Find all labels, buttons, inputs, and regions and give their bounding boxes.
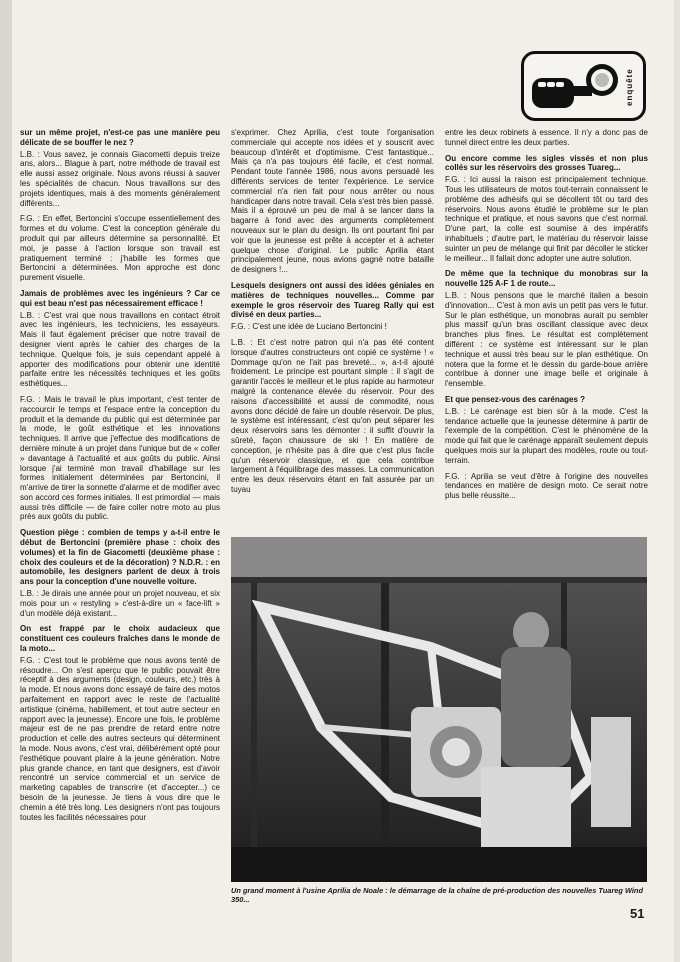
interview-question: On est frappé par le choix audacieux que constituent ces couleurs fraîches dans le monde de la moto...	[20, 624, 220, 654]
article-column-1	[20, 128, 220, 828]
interview-answer: F.G. : Mais le travail le plus important, c'est tenter de raccourcir le temps et l'espace entre la conception du produit et la demande du public qui est déterminée par la mode, le goût esthétique et les innovations techniques. Il arrive que j'effectue des modifications de dernière minute à un projet dans l'unique but de « coller » davantage à l'actualité et aux goûts du public. Ainsi lorsque j'ai terminé mon travail d'habillage sur les formes initialement déterminées par Bertoncini, il m'arrive de tirer la sonnette d'alarme et de modifier avec son accord ces formes initiales. Il est primordial — mais aussi très difficile — de faire coller notre moto au plus près aux goûts du public.	[20, 394, 220, 522]
photo-caption: Un grand moment à l'usine Aprilia de Noale : le démarrage de la chaîne de pré-production des nouvelles Tuareg Wind 350...	[231, 886, 643, 904]
interview-answer: L.B. : Je dirais une année pour un projet nouveau, et six mois pour un « restyling » c'est-à-dire un « face-lift » d'un modèle déjà existant...	[20, 589, 220, 618]
section-badge	[521, 51, 646, 121]
interview-question: Jamais de problèmes avec les ingénieurs ? Car ce qui est beau n'est pas nécessairement efficace !	[20, 288, 220, 308]
page-binding-edge	[0, 0, 12, 962]
factory-photo	[231, 537, 647, 882]
interview-answer: entre les deux robinets à essence. Il n'y a donc pas de tunnel direct entre les deux parties.	[445, 128, 648, 147]
interview-question: Et que pensez-vous des carénages ?	[445, 394, 586, 404]
page-outer-edge	[674, 0, 680, 962]
interview-question: Question piège : combien de temps y a-t-il entre le début de Bertoncini (première phase : choix des volumes) et la fin de Giacometti (deuxième phase : choix des couleurs et de la décoration) ? N.D.R. : en automobile, les designers parlent de deux à trois ans pour la conception d'une nouvelle voiture.	[20, 528, 220, 587]
interview-answer: L.B. : Et c'est notre patron qui n'a pas été content lorsque d'autres constructeurs ont copié ce système ! « Dommage qu'on ne l'ait pas breveté... », a-t-il ajouté froidement. Le principe est pourtant simple : il s'agit de garantir l'accès le meilleur et le plus rapide au harmoteur malgré la contenance élevée du réservoir. Pour des raisons d'accessibilité et aussi de commodité, nous avons donc décidé de faire un double réservoir. De plus, le système est intéressant, c'est qu'on peut séparer les deux réservoirs sans les démonter : il suffit d'ouvrir la sûreté, façon chaussure de ski ! En matière de conception, je n'hésite pas à dire que c'est plus facile qu'un réservoir classique, et que cela contribue largement à l'équilibrage des masses. La communication entre les deux réservoirs étant en fait assurée par un tuyau	[231, 337, 434, 494]
interview-question: De même que la technique du monobras sur la nouvelle 125 A-F 1 de route...	[445, 269, 648, 289]
interview-answer: L.B. : Nous pensons que le marché italien a besoin d'innovation... C'est à mon avis un petit pas vers le futur. Sur le plan esthétique, un monobras aurait pu sembler plus massif qu'un bras oscillant classique avec deux branches plus fines. Le résultat est complètement différent : ce système est intéressant sur le plan technique et aussi très beau sur le plan esthétique. On notera que la forme et le dessin du garde-boue arrière contribue à donner une image belle et originale à l'ensemble.	[445, 290, 648, 389]
page-number: 51	[630, 906, 645, 921]
interview-question: Ou encore comme les sigles vissés et non plus collés sur les réservoirs des grosses Tuareg...	[445, 153, 648, 173]
interview-answer: F.G. : Aprilia se veut d'être à l'origine des nouvelles tendances en matière de design moto. Ce serait notre plus belle réussite...	[445, 471, 648, 501]
interview-question: Lesquels designers ont aussi des idées géniales en matières de techniques nouvelles... Comme par exemple le gros réservoir des Tuareg Rally qui est divisé en deux parties...	[231, 280, 434, 320]
interview-answer: L.B. : Vous savez, je connais Giacometti depuis treize ans, alors... Blague à part, notre méthode de travail est elle aussi assez originale. Nous avons réussi à sauver les spécialités de chacun. Nous travaillons sur des projets identiques, mais à des moments généralement différents...	[20, 149, 220, 208]
magnifier-hand-icon	[530, 60, 622, 116]
article-column-3	[445, 128, 648, 507]
interview-answer: s'exprimer. Chez Aprilia, c'est toute l'organisation commerciale qui accepte nos idées et y souscrit avec beaucoup d'intérêt et d'optimisme. C'est fantastique... Mais ça n'a pas toujours été facile, et c'est normal. Pendant toute l'année 1986, nous avons persuadé les différents services de tenter l'expérience. Le service commercial n'a rien fait pour nous arrêter ou nous handicaper dans notre travail. Cela s'est très bien passé. Mais il a éprouvé un peu de mal à se lancer dans la bagarre à fond avec des arguments complètement nouveaux sur le plan du design. Ils ont pourtant fini par voir que la jeunesse est prête à accepter et à acheter quelque chose d'original. Le public Aprilia étant principalement jeune, nous avions gagné notre bataille de designers !...	[231, 128, 434, 275]
badge-label: enquête	[625, 68, 634, 106]
interview-question: sur un même projet, n'est-ce pas une manière peu délicate de se bouffer le nez ?	[20, 128, 220, 147]
interview-answer: L.B. : C'est vrai que nous travaillons en contact étroit avec les ingénieurs, les techniciens, les essayeurs. Mais il faut également préciser que notre travail de designer vient après le cahier des charges de la technique. Quelque fois, je suis cependant appelé à apporter des modifications pour obtenir une identité parfaite entre les nécessités techniques et les goûts esthétiques...	[20, 310, 220, 389]
interview-answer: F.G. : En effet, Bertoncini s'occupe essentiellement des formes et du volume. C'est la conception générale du produit qui par ailleurs détermine sa personnalité. Et moi, je passe à l'action lorsque son travail est pratiquement terminé : j'habille les formes que Bertoncini a déterminées. Mon approche est donc purement visuelle.	[20, 214, 220, 283]
interview-answer: F.G. : C'est une idée de Luciano Bertoncini !	[231, 322, 387, 332]
interview-answer: F.G. : Ici aussi la raison est principalement technique. Tous les utilisateurs de motos tout-terrain connaissent le problème des adhésifs qui se décollent tôt ou tard des réservoirs. Nous avons étudié le problème sur le plan technique et pratique, et nous savons que c'est normal. D'une part, la colle est soumise à des impératifs inhabituels ; d'autre part, le matériau du réservoir laisse suinter un peu de mélange qui finit par décoller le sticker le meilleur... Il fallait donc adopter une autre solution.	[445, 175, 648, 263]
interview-answer: F.G. : C'est tout le problème que nous avons tenté de résoudre... On s'est aperçu que le public pouvait être réceptif à des arguments (design, couleurs, etc.) très à la mode. Et nous avons donc essayé de faire des motos parfaitement en rapport avec le reste de l'actualité artistique (cinéma, habillement, et tout autre secteur en rapport avec la jeunesse). Encore une fois, le problème majeur est de ne pas prendre de retard entre notre production et celle des autres secteurs qui déterminent la mode. Nous avons, c'est vrai, délibérément opté pour l'esthétique pouvant plaire à la jeune génération. Notre plus grande chance, en tant que designers, est d'avoir rencontré un service commercial et un service de marketing capables de transcrire (et d'accepter...) ce besoin de la jeunesse. Je tiens à vous dire que le chemin a été très long. Les designers n'ont pas toujours toutes les facilités nécessaires pour	[20, 655, 220, 822]
motorcycle-production-line-image	[231, 537, 647, 882]
interview-answer: L.B. : Le carénage est bien sûr à la mode. C'est la tendance actuelle que la jeunesse détermine à partir de l'exemple de la compétition. C'est le phénomène de la mode qui fait que le carénage apparaît seulement depuis quelques mois sur la plupart des modèles, route ou tout-terrain.	[445, 406, 648, 465]
article-column-2	[231, 128, 434, 501]
